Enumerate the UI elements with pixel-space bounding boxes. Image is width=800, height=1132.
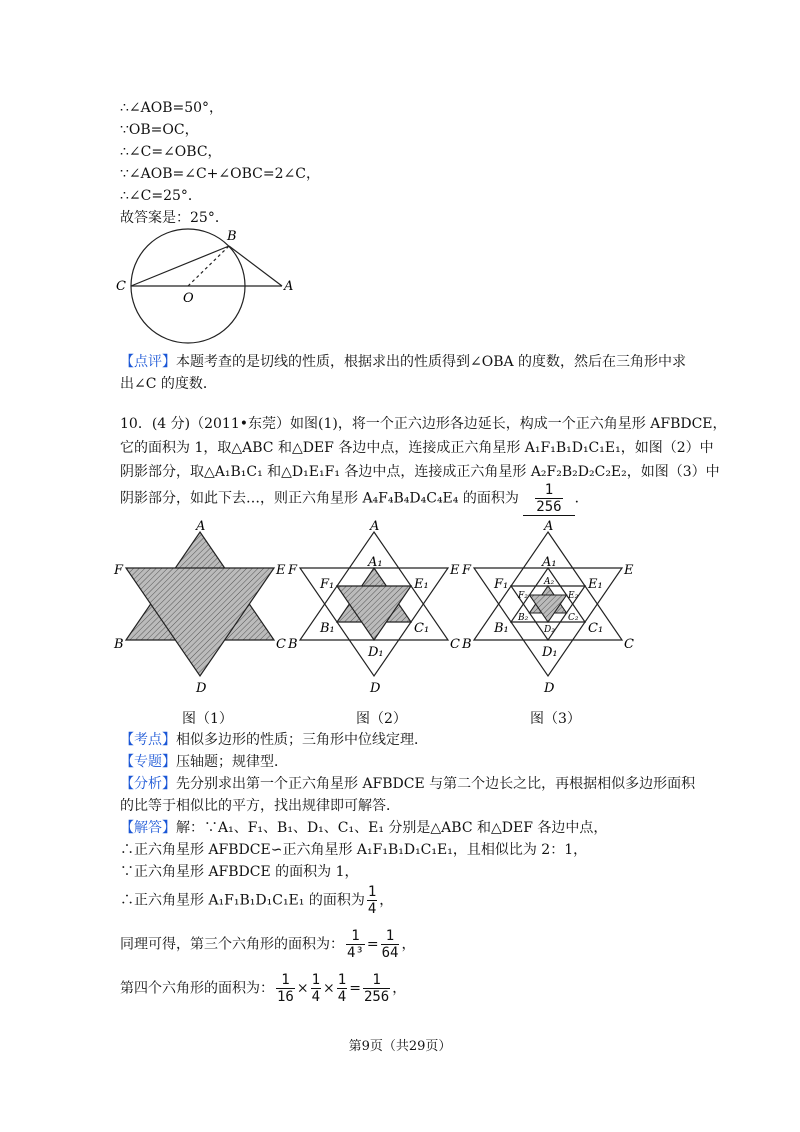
svg-text:E: E (276, 563, 286, 578)
svg-text:F₁: F₁ (320, 577, 335, 592)
svg-text:A: A (196, 519, 206, 534)
jieda-line: 【解答】解：∵A₁、F₁、B₁、D₁、C₁、E₁ 分别是△ABC 和△DEF 各边中点， (120, 820, 608, 836)
review-text: 本题考查的是切线的性质，根据求出的性质得到∠OBA 的度数，然后在三角形中求 (176, 354, 687, 370)
jieda-line: ∴正六角星形 A₁F₁B₁D₁C₁E₁ 的面积为 $\frac{1}{4}$ ， (120, 884, 394, 917)
jieda-line: 第四个六角形的面积为： $\frac{1}{16}$ × $\frac{1}{4}$ × $\frac{1}{4}$ = $\frac{1}{256}$ ， (120, 972, 407, 1005)
jieda-line: ∵正六角星形 AFBDCE 的面积为 1， (120, 864, 359, 880)
caption-1: 图（1） (182, 711, 233, 727)
svg-text:F₁: F₁ (494, 577, 509, 592)
kaodian-line: 【考点】相似多边形的性质；三角形中位线定理． (120, 732, 428, 748)
star-figures (110, 518, 650, 728)
review-line: 出∠C 的度数． (120, 376, 217, 392)
page-footer: 第9页（共29页） (348, 1039, 452, 1054)
svg-text:B: B (288, 637, 298, 652)
problem-line: 它的面积为 1，取△ABC 和△DEF 各边中点，连接成正六角星形 A₁F₁B₁D₁C₁E₁，如图（2）中 (120, 440, 714, 456)
svg-text:D: D (196, 681, 207, 696)
fenxi-line: 【分析】先分别求出第一个正六角星形 AFBDCE 与第二个边长之比，再根据相似多边形面积 (120, 776, 696, 792)
caption-2: 图（2） (356, 711, 407, 727)
svg-text:C: C (276, 637, 286, 652)
svg-text:F: F (288, 563, 298, 578)
problem-text: 阴影部分，如此下去…，则正六角星形 A₄F₄B₄D₄C₄E₄ 的面积为 (120, 490, 519, 507)
svg-text:F: F (114, 563, 124, 578)
svg-text:A₁: A₁ (368, 555, 383, 570)
svg-text:B: B (114, 637, 124, 652)
proof-line: ∵∠AOB=∠C+∠OBC=2∠C， (120, 166, 320, 182)
svg-text:A: A (544, 519, 554, 534)
star-1 (113, 519, 286, 696)
review-tag: 【点评】 (120, 354, 176, 370)
problem-line: 10．(4 分)（2011•东莞）如图(1)，将一个正六边形各边延长，构成一个正六角星形 AFBDCE， (120, 416, 727, 432)
proof-line: ∴∠C=25°． (120, 188, 202, 204)
svg-text:C₁: C₁ (588, 621, 604, 636)
svg-text:A₁: A₁ (542, 555, 557, 570)
answer-blank (523, 482, 574, 516)
svg-text:E₁: E₁ (588, 577, 603, 592)
caption-3: 图（3） (530, 711, 581, 727)
fenxi-line: 的比等于相似比的平方，找出规律即可解答． (120, 798, 400, 814)
problem-line: 阴影部分，取△A₁B₁C₁ 和△D₁E₁F₁ 各边中点，连接成正六角星形 A₂F₂B₂D₂C₂E₂，如图（3）中 (120, 464, 720, 480)
svg-text:E₁: E₁ (414, 577, 429, 592)
svg-text:D₁: D₁ (542, 645, 558, 660)
svg-text:D: D (370, 681, 381, 696)
svg-text:C: C (450, 637, 460, 652)
jieda-line: 同理可得，第三个六角形的面积为： $\frac{1}{\text{4³}}$ = $\frac{1}{64}$ ， (120, 928, 416, 961)
svg-text:F₂: F₂ (518, 591, 528, 601)
svg-text:B₁: B₁ (320, 621, 335, 636)
svg-text:B₁: B₁ (494, 621, 509, 636)
label-c: C (116, 279, 126, 294)
circle-figure (112, 226, 302, 348)
svg-text:F: F (462, 563, 472, 578)
label-b: B (227, 229, 237, 244)
label-o: O (183, 291, 194, 306)
svg-text:E: E (624, 563, 634, 578)
review-line (120, 352, 686, 372)
svg-text:B₂: B₂ (518, 613, 529, 623)
svg-text:A: A (370, 519, 380, 534)
zhuanti-line: 【专题】压轴题；规律型． (120, 754, 288, 770)
svg-text:E₂: E₂ (568, 591, 579, 601)
svg-text:E: E (450, 563, 460, 578)
label-a: A (284, 279, 294, 294)
svg-text:C₂: C₂ (568, 613, 579, 623)
svg-text:C: C (624, 637, 634, 652)
jieda-line: ∴正六角星形 AFBDCE∽正六角星形 A₁F₁B₁D₁C₁E₁，且相似比为 2：1， (120, 842, 588, 858)
proof-line: 故答案是：25°． (120, 210, 229, 226)
svg-text:D₂: D₂ (544, 625, 555, 635)
proof-line: ∴∠C=∠OBC， (120, 144, 222, 160)
svg-text:D: D (544, 681, 555, 696)
svg-text:A₂: A₂ (544, 577, 555, 587)
answer-fraction: $\frac{1}{256}$ (536, 482, 562, 515)
star-3 (461, 519, 634, 696)
star-2 (287, 519, 460, 696)
problem-line: 阴影部分，如此下去…，则正六角星形 A₄F₄B₄D₄C₄E₄ 的面积为 $\frac{1}{256}$ ． (120, 482, 589, 515)
proof-line: ∴∠AOB=50°， (120, 100, 224, 116)
svg-text:C₁: C₁ (414, 621, 430, 636)
svg-text:B: B (462, 637, 472, 652)
svg-text:D₁: D₁ (368, 645, 384, 660)
proof-line: ∵OB=OC， (120, 122, 199, 138)
